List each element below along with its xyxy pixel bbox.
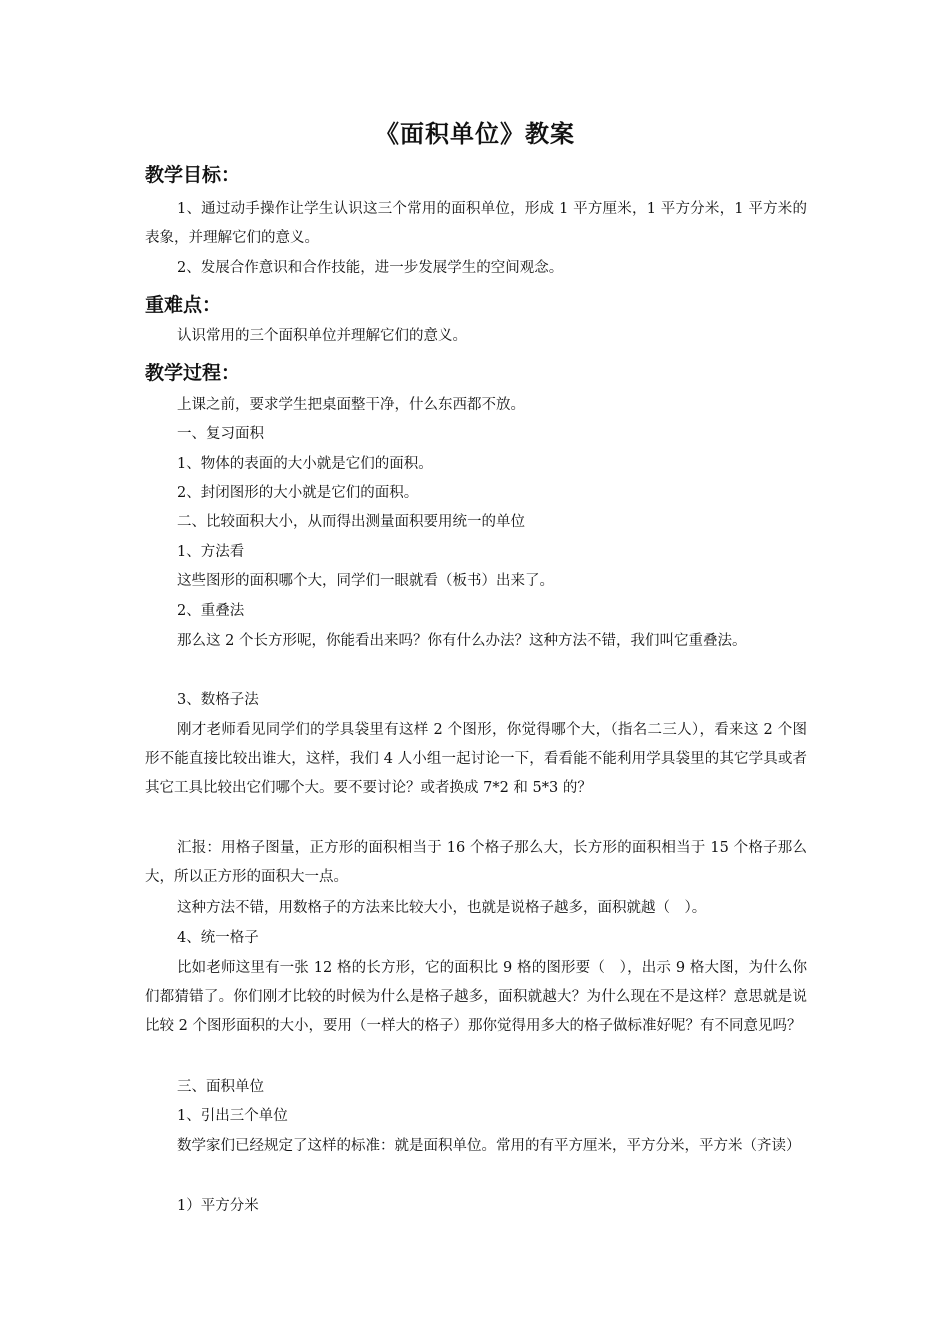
process-paragraph: 三、面积单位: [177, 1079, 264, 1095]
process-paragraph: 1、物体的表面的大小就是它们的面积。: [177, 456, 433, 472]
process-paragraph: 1、方法看: [177, 544, 245, 560]
heading-key-points: 重难点：: [145, 294, 222, 316]
process-paragraph: 这些图形的面积哪个大，同学们一眼就看（板书）出来了。: [177, 573, 554, 589]
process-paragraph: 上课之前，要求学生把桌面整干净，什么东西都不放。: [177, 397, 525, 413]
process-paragraph: 那么这 2 个长方形呢，你能看出来吗？你有什么办法？这种方法不错，我们叫它重叠法。: [177, 633, 747, 649]
process-paragraph: 这种方法不错，用数格子的方法来比较大小，也就是说格子越多，面积就越（ ）。: [177, 900, 707, 916]
process-paragraph: 二、比较面积大小，从而得出测量面积要用统一的单位: [177, 514, 525, 530]
process-paragraph: 汇报：用格子图量，正方形的面积相当于 16 个格子那么大，长方形的面积相当于 15 个格子那么大，所以正方形的面积大一点。: [145, 840, 807, 885]
process-paragraph: 一、复习面积: [177, 426, 264, 442]
heading-teaching-process: 教学过程：: [145, 362, 241, 384]
process-paragraph: 1、引出三个单位: [177, 1108, 288, 1124]
keypoint-paragraph: 认识常用的三个面积单位并理解它们的意义。: [177, 328, 467, 344]
process-paragraph: 比如老师这里有一张 12 格的长方形，它的面积比 9 格的图形要（ ），出示 9 格大图，为什么你们都猜错了。你们刚才比较的时候为什么是格子越多，面积就越大？为什么现在不是这样？意思就是说比较 2 个图形面积的大小，要用（一样大的格子）那你觉得用多大的格子做标准好呢？有不同意见吗？: [145, 960, 807, 1034]
process-paragraph: 2、重叠法: [177, 603, 245, 619]
document-title: 《面积单位》教案: [375, 120, 575, 148]
process-paragraph: 2、封闭图形的大小就是它们的面积。: [177, 485, 419, 501]
process-paragraph: 数学家们已经规定了这样的标准：就是面积单位。常用的有平方厘米，平方分米，平方米（齐读）: [177, 1138, 801, 1154]
process-paragraph: 1）平方分米: [177, 1198, 259, 1214]
process-paragraph: 刚才老师看见同学们的学具袋里有这样 2 个图形，你觉得哪个大，（指名二三人），看来这 2 个图形不能直接比较出谁大，这样，我们 4 人小组一起讨论一下，看看能不能利用学具袋里的其它学具或者其它工具比较出它们哪个大。要不要讨论？或者换成 7*2 和 5*3 的？: [145, 722, 807, 796]
goal-paragraph-2: 2、发展合作意识和合作技能，进一步发展学生的空间观念。: [177, 260, 564, 276]
goal-paragraph-1: 1、通过动手操作让学生认识这三个常用的面积单位，形成 1 平方厘米，1 平方分米，1 平方米的表象，并理解它们的意义。: [145, 201, 807, 246]
process-paragraph: 4、统一格子: [177, 930, 259, 946]
heading-teaching-goals: 教学目标：: [145, 164, 241, 186]
process-paragraph: 3、数格子法: [177, 692, 259, 708]
